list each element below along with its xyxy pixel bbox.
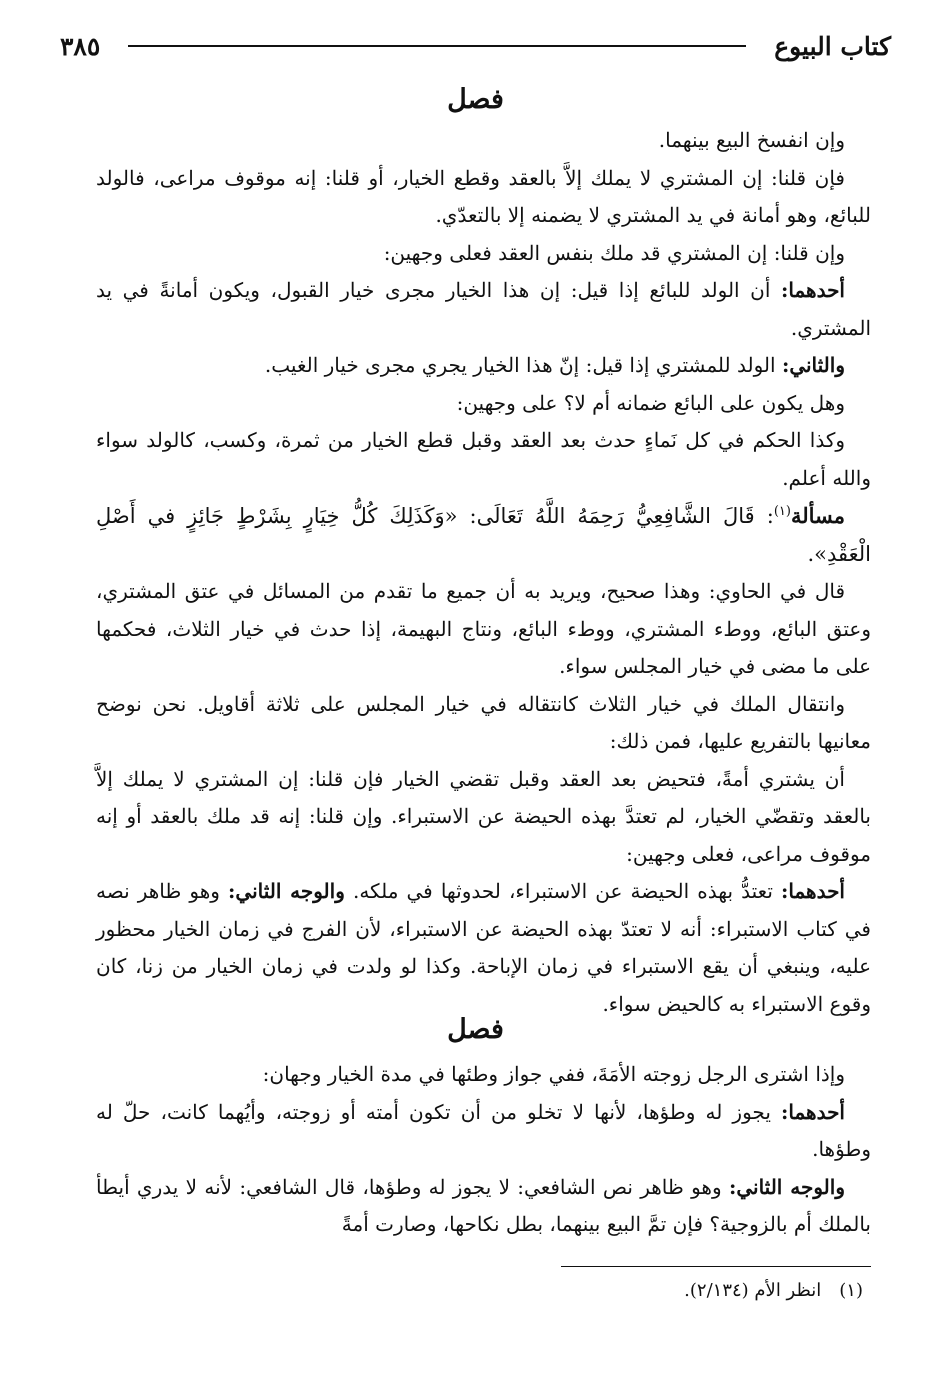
footnote-rule (561, 1266, 871, 1267)
paragraph: وكذا الحكم في كل نَماءٍ حدث بعد العقد وقبل قطع الخيار من ثمرة، وكسب، كالولد سواء والله أعلم. (96, 428, 871, 490)
paragraph: وإن قلنا: إن المشتري قد ملك بنفس العقد فعلى وجهين: (383, 240, 845, 265)
running-title: كتاب البيوع (774, 31, 891, 61)
footnote-text: انظر الأم (٢/١٣٤). (684, 1280, 822, 1301)
paragraph: أحدهما: أن الولد للبائع إذا قيل: إن هذا الخيار مجرى خيار القبول، ويكون أمانةً في يد المشتري. (96, 278, 871, 340)
paragraph: وانتقال الملك في خيار الثلاث كانتقاله في خيار المجلس على ثلاثة أقاويل. نحن نوضح معانيها بالتفريع عليها، فمن ذلك: (96, 691, 871, 753)
paragraph: والثاني: الولد للمشتري إذا قيل: إنّ هذا الخيار يجري مجرى خيار الغيب. (264, 353, 845, 377)
header-rule (128, 45, 746, 47)
masala-paragraph: مسألة$^{(١)}$: قَالَ الشَّافِعِيُّ رَحِمَهُ اللَّهُ تَعَالَى: «وَكَذَلِكَ كُلُّ خِيَارٍ بِشَرْطٍ جَائِزٍ في أَصْلِ الْعَقْدِ». (96, 503, 871, 566)
section-heading-1: فصل (447, 84, 504, 115)
paragraph: قال في الحاوي: وهذا صحيح، ويريد به أن جميع ما تقدم من المسائل في عتق المشتري، وعتق البائع، ووطء المشتري، ووطء البائع، ونتاج البهيمة، إذا حدث في خيار الثلاث، فحكمها على ما مضى في خيار المجلس سواء. (96, 579, 871, 678)
page-number: ٣٨٥ (60, 31, 101, 61)
paragraph: أحدهما: يجوز له وطؤها، لأنها لا تخلو من أن تكون أمته أو زوجته، وأيُهما كانت، حلّ له وطؤها. (96, 1099, 871, 1161)
footnote-number: (١) (839, 1280, 863, 1301)
page-header (60, 22, 891, 70)
section-2-body (96, 1056, 871, 1244)
paragraph: وإذا اشترى الرجل زوجته الأمَةَ، ففي جواز وطئها في مدة الخيار وجهان: (262, 1062, 845, 1086)
paragraph: أن يشتري أمةً، فتحيض بعد العقد وقبل تقضي الخيار فإن قلنا: إن المشتري لا يملك إلاَّ بالعقد وتقضّي الخيار، لم تعتدَّ بهذه الحيضة عن الاستبراء. وإن قلنا: إنه قد ملك بالعقد أو إنه موقوف مراعى، فعلى وجهين: (96, 766, 871, 866)
paragraph: فإن قلنا: إن المشتري لا يملك إلاَّ بالعقد وقطع الخيار، أو قلنا: إنه موقوف مراعى، فالولد للبائع، وهو أمانة في يد المشتري لا يضمنه إلا بالتعدّي. (96, 165, 871, 227)
paragraph: وإن انفسخ البيع بينهما. (658, 128, 845, 152)
section-heading-2: فصل (447, 1014, 504, 1045)
footnote (96, 1280, 863, 1301)
paragraph: وهل يكون على البائع ضمانه أم لا؟ على وجهين: (456, 390, 845, 415)
section-1-body (96, 122, 871, 1023)
paragraph: أحدهما: تعتدُّ بهذه الحيضة عن الاستبراء، لحدوثها في ملكه. والوجه الثاني: وهو ظاهر نصه في كتاب الاستبراء: أنه لا تعتدّ بهذه الحيضة عن الاستبراء، لأن الفرج في زمان الخيار محظور عليه، وينبغي أن يقع الاستبراء في زمان الإباحة. وكذا لو ولدت في زمان الخيار من زنا، كان وقوع الاستبراء به كالحيض سواء. (96, 879, 871, 1016)
footnote-marker: (١) (773, 504, 791, 519)
paragraph: والوجه الثاني: وهو ظاهر نص الشافعي: لا يجوز له وطؤها، قال الشافعي: لأنه لا يدري أيطأ بالملك أم بالزوجية؟ فإن تمَّ البيع بينهما، بطل نكاحها، وصارت أمةً (96, 1174, 871, 1236)
